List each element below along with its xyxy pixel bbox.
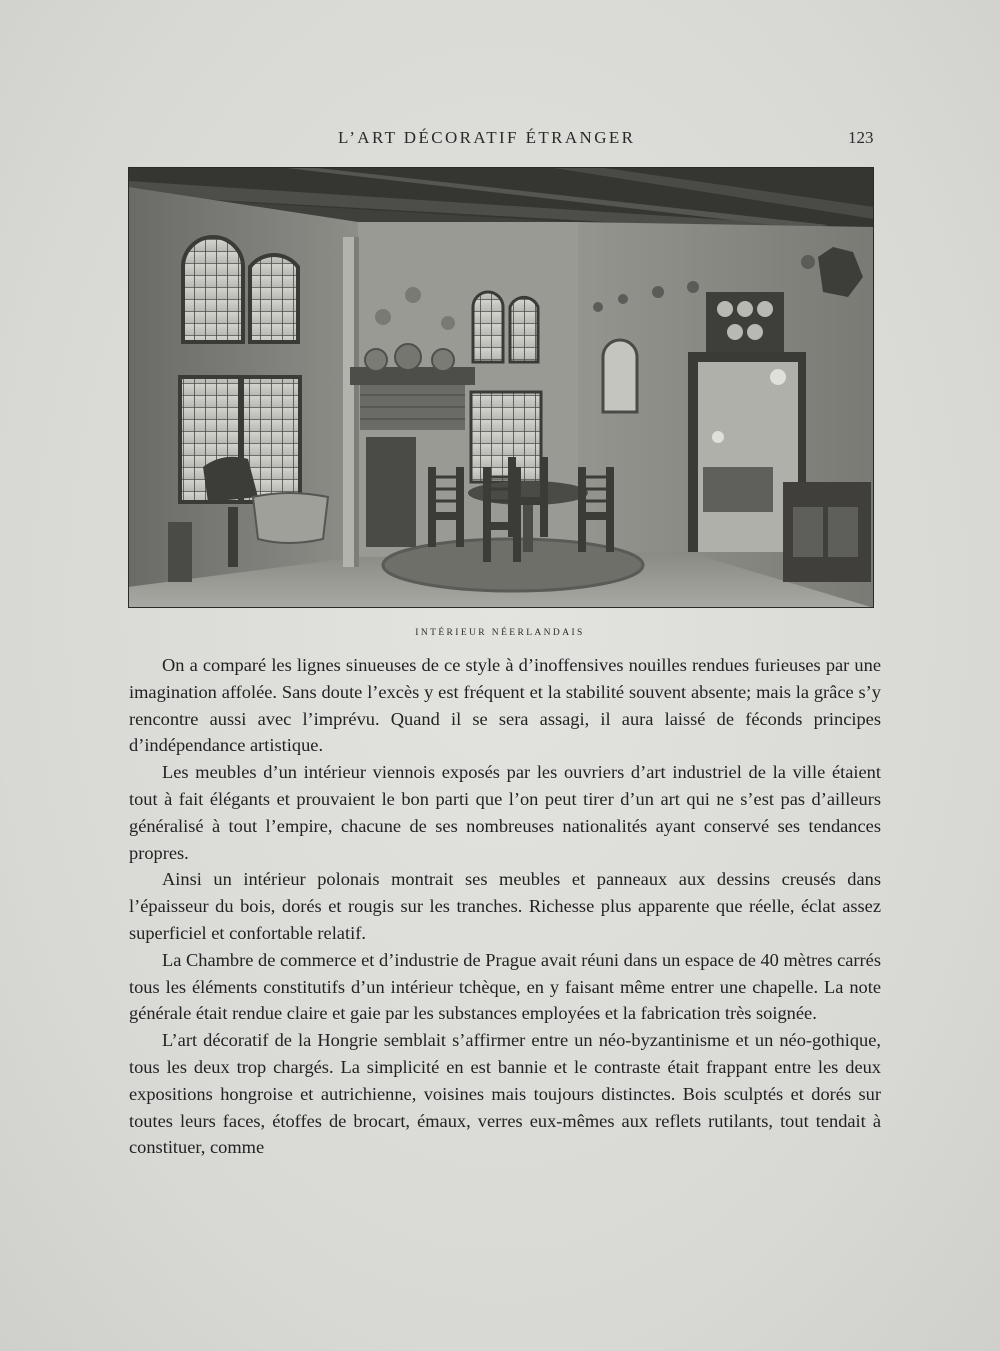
running-title: L’ART DÉCORATIF ÉTRANGER <box>338 128 636 147</box>
paragraph: On a comparé les lignes sinueuses de ce style à d’inoffensives nouilles rendues furieuses par une imagination affolée. Sans doute l’excès y est fréquent et la stabilité souvent absente; mais la grâce s’y rencontre aussi avec l’imprévu. Quand il se sera assagi, il aura laissé de féconds principes d’indépendance artistique. <box>129 655 881 756</box>
paragraph: La Chambre de commerce et d’industrie de Prague avait réuni dans un espace de 40 mètres carrés tous les éléments constitutifs d’un intérieur tchèque, en y faisant même entrer une chapelle. La note générale était rendue claire et gaie par les substances employées et la fabrication très soignée. <box>129 949 881 1024</box>
paragraph: Les meubles d’un intérieur viennois exposés par les ouvriers d’art industriel de la ville étaient tout à fait élégants et prouvaient le bon parti que l’on peut tirer d’un art qui ne s’est pas d’ailleurs généralisé à tout l’empire, chacune de ses nombreuses nationalités ayant conservé ses tendances propres. <box>129 762 881 863</box>
paragraph: L’art décoratif de la Hongrie semblait s’affirmer entre un néo-byzantinisme et un néo-gothique, tous les deux trop chargés. La simplicité en est bannie et le contraste était frappant entre les deux expositions hongroise et autrichienne, voisines mais toujours distinctes. Bois sculptés et dorés sur toutes leurs faces, étoffes de brocart, émaux, verres eux-mêmes aux reflets rutilants, tout tendait à constituer, comme <box>129 1030 881 1158</box>
running-head <box>0 128 1000 152</box>
interior-photograph <box>128 167 874 608</box>
figure-caption: INTÉRIEUR NÉERLANDAIS <box>415 628 585 638</box>
paragraph: Ainsi un intérieur polonais montrait ses meubles et panneaux aux dessins creusés dans l’épaisseur du bois, dorés et rougis sur les tranches. Richesse plus apparente que réelle, éclat assez superficiel et confortable relatif. <box>129 869 881 943</box>
page-number: 123 <box>848 128 874 147</box>
body-text <box>129 652 881 1161</box>
